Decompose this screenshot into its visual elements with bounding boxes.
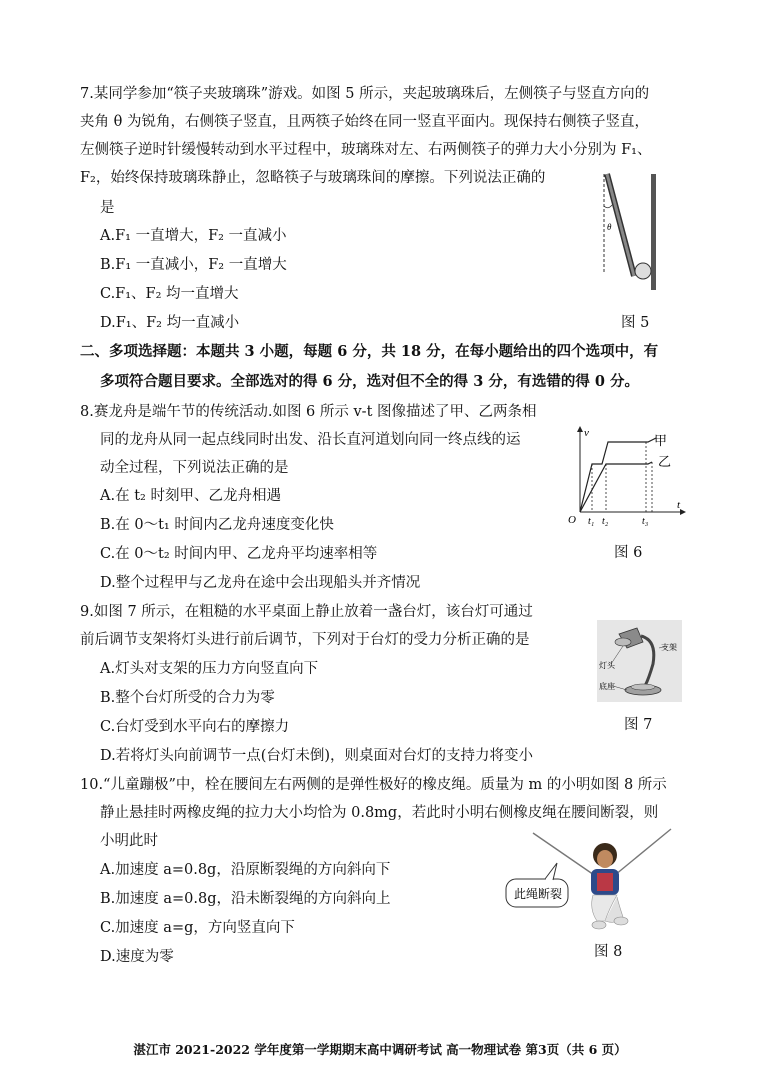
q7-option-a: A.F₁ 一直增大，F₂ 一直减小 — [100, 228, 287, 244]
t2-label: t₂ — [602, 516, 609, 527]
q10-line-3: 小明此时 — [100, 833, 158, 849]
q10-option-c: C.加速度 a=g，方向竖直向下 — [100, 920, 295, 936]
lamp-bracket-label: 支架 — [661, 643, 677, 652]
q8-option-c: C.在 0～t₂ 时间内甲、乙龙舟平均速率相等 — [100, 546, 378, 562]
q8-option-a: A.在 t₂ 时刻甲、乙龙舟相遇 — [100, 488, 281, 504]
t1-label: t₁ — [588, 516, 595, 527]
q9-option-a: A.灯头对支架的压力方向竖直向下 — [100, 661, 319, 677]
q10-option-d: D.速度为零 — [100, 949, 174, 965]
figure-8-child-bungee — [505, 825, 680, 935]
q9-option-b: B.整个台灯所受的合力为零 — [100, 690, 275, 706]
figure-6-caption: 图 6 — [614, 545, 643, 561]
q8-line-1: 8.赛龙舟是端午节的传统活动.如图 6 所示 v-t 图像描述了甲、乙两条相 — [80, 404, 537, 420]
jia-label: 甲 — [654, 434, 668, 449]
page-footer: 湛江市 2021-2022 学年度第一学期期末高中调研考试 高一物理试卷 第3页（共 6 页） — [133, 1042, 627, 1057]
q9-line-2: 前后调节支架将灯头进行前后调节，下列对于台灯的受力分析正确的是 — [80, 632, 530, 648]
lamp-base-label: 底座 — [599, 682, 615, 691]
theta-label: θ — [607, 222, 612, 232]
q10-line-2: 静止悬挂时两橡皮绳的拉力大小均恰为 0.8mg，若此时小明右侧橡皮绳在腰间断裂，则 — [100, 805, 659, 821]
figure-7-desk-lamp — [597, 620, 682, 702]
v-axis-label: v — [584, 427, 589, 439]
q7-line-3: 左侧筷子逆时针缓慢转动到水平过程中，玻璃珠对左、右两侧筷子的弹力大小分别为 F₁、 — [80, 142, 652, 158]
q10-option-a: A.加速度 a=0.8g，沿原断裂绳的方向斜向下 — [100, 862, 391, 878]
section-2-heading-line-1: 二、多项选择题：本题共 3 小题，每题 6 分，共 18 分，在每小题给出的四个选项中，有 — [80, 343, 659, 360]
q8-option-b: B.在 0～t₁ 时间内乙龙舟速度变化快 — [100, 517, 334, 533]
q7-option-d: D.F₁、F₂ 均一直减小 — [100, 315, 240, 331]
q8-line-3: 动全过程，下列说法正确的是 — [100, 460, 289, 476]
q7-line-5: 是 — [100, 200, 115, 216]
q7-line-1: 7.某同学参加“筷子夹玻璃珠”游戏。如图 5 所示，夹起玻璃珠后，左侧筷子与竖直方向的 — [80, 86, 650, 102]
q7-option-c: C.F₁、F₂ 均一直增大 — [100, 286, 239, 302]
lamp-head-label: 灯头 — [599, 661, 615, 670]
q10-line-1: 10.“儿童蹦极”中，栓在腰间左右两侧的是弹性极好的橡皮绳。质量为 m 的小明如图 8 所示 — [80, 777, 667, 793]
figure-8-caption: 图 8 — [594, 944, 623, 960]
figure-6-vt-graph — [562, 422, 687, 530]
q9-line-1: 9.如图 7 所示，在粗糙的水平桌面上静止放着一盏台灯，该台灯可通过 — [80, 604, 533, 620]
q8-line-2: 同的龙舟从同一起点线同时出发、沿长直河道划向同一终点线的运 — [100, 432, 521, 448]
section-2-heading-line-2: 多项符合题目要求。全部选对的得 6 分，选对但不全的得 3 分，有选错的得 0 分。 — [100, 373, 640, 390]
origin-label: O — [568, 514, 576, 526]
t-axis-label: t — [677, 499, 681, 511]
t3-label: t₃ — [642, 516, 649, 527]
q9-option-d: D.若将灯头向前调节一点(台灯未倒)，则桌面对台灯的支持力将变小 — [100, 748, 534, 764]
figure-5-caption: 图 5 — [621, 315, 650, 331]
q8-option-d: D.整个过程甲与乙龙舟在途中会出现船头并齐情况 — [100, 575, 421, 591]
q7-option-b: B.F₁ 一直减小，F₂ 一直增大 — [100, 257, 287, 273]
q7-line-4: F₂，始终保持玻璃珠静止，忽略筷子与玻璃珠间的摩擦。下列说法正确的 — [80, 170, 546, 186]
figure-5-chopsticks — [598, 172, 668, 297]
q10-option-b: B.加速度 a=0.8g，沿未断裂绳的方向斜向上 — [100, 891, 391, 907]
q9-option-c: C.台灯受到水平向右的摩擦力 — [100, 719, 290, 735]
callout-text: 此绳断裂 — [514, 887, 563, 901]
yi-label: 乙 — [658, 455, 672, 470]
q7-line-2: 夹角 θ 为锐角，右侧筷子竖直，且两筷子始终在同一竖直平面内。现保持右侧筷子竖直， — [80, 114, 649, 130]
figure-7-caption: 图 7 — [624, 717, 653, 733]
